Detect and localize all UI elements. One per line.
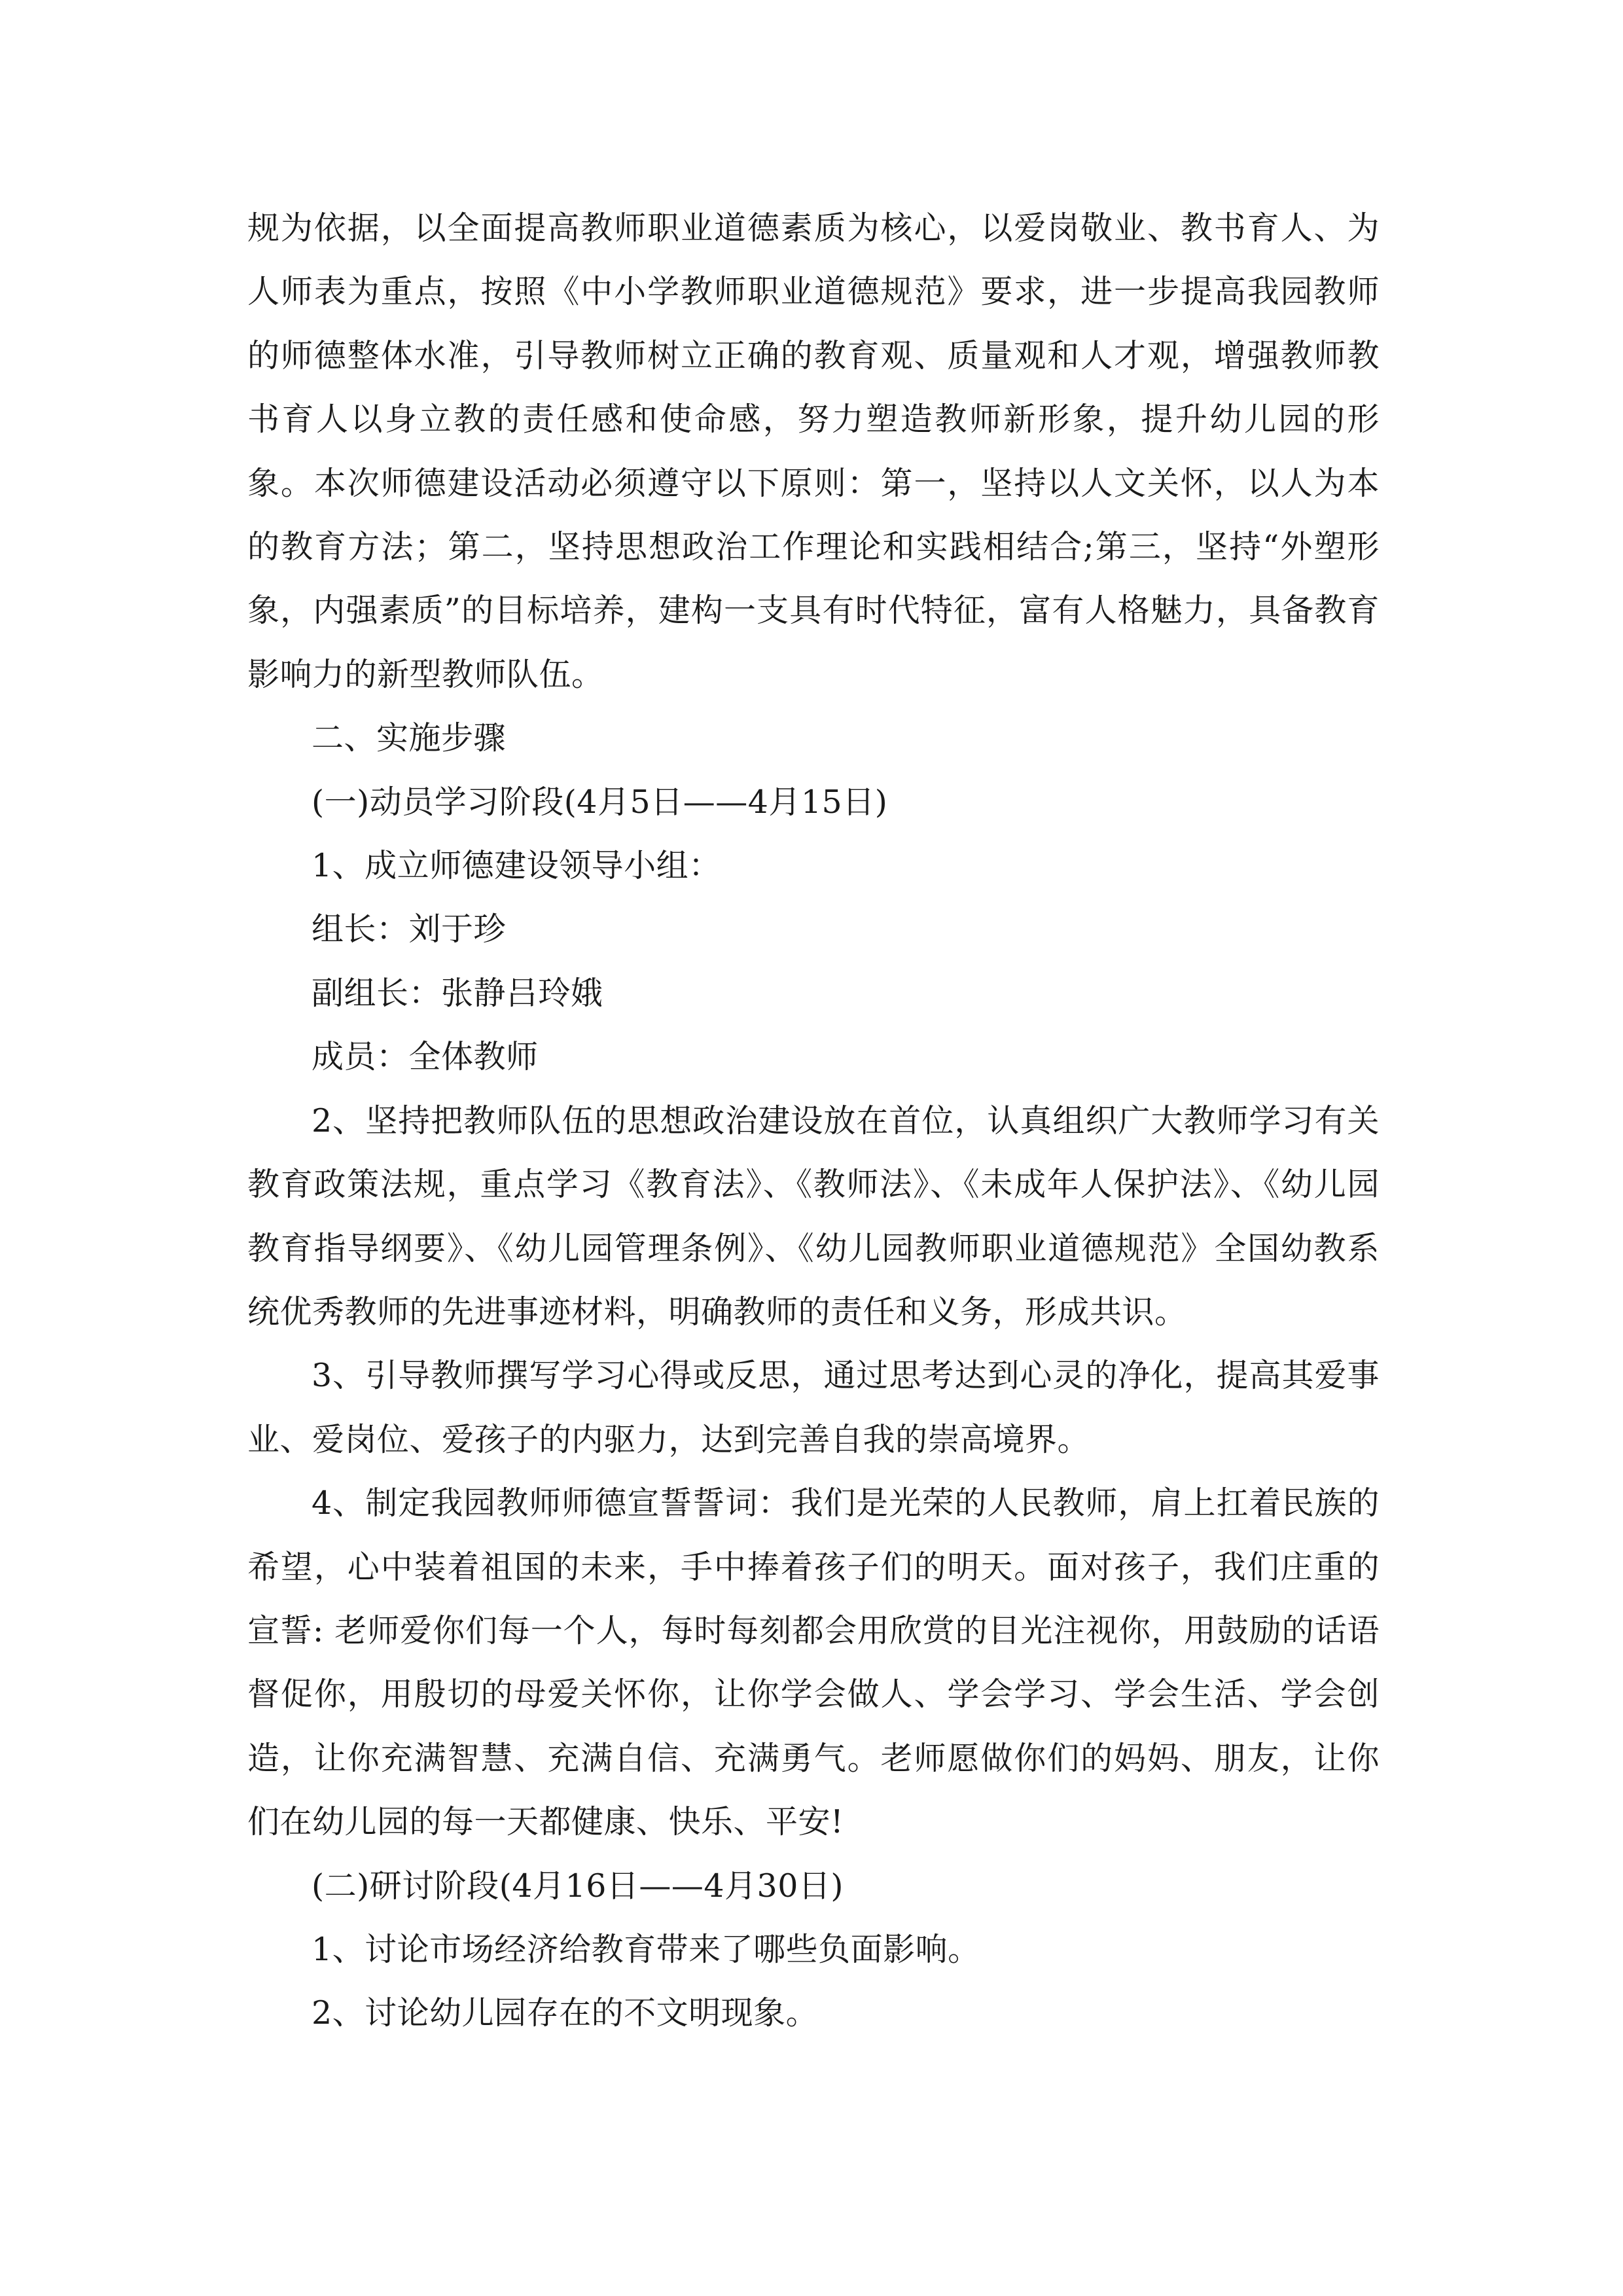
heading-phase-two: (二)研讨阶段(4月16日——4月30日) (312, 1867, 844, 1905)
list-item-discuss-uncivilized: 2、讨论幼儿园存在的不文明现象。 (312, 1994, 819, 2032)
list-item-oath: 4、制定我园教师师德宣誓誓词：我们是光荣的人民教师，肩上扛着民族的希望，心中装着祖国的未来，手中捧着孩子们的明天。面对孩子，我们庄重的宣誓: 老师爱你们每一个人，每时每刻都会用欣赏的目光注视你，用鼓励的话语督促你，用殷切的母爱关怀你，让你学会做人、学会学习、学会生活、学会创造，让你充满智慧、充满自信、充满勇气。老师愿做你们的妈妈、朋友，让你们在幼儿园的每一天都健康、快乐、平安! (247, 1484, 1380, 1841)
deputy-group-leader: 副组长：张静吕玲娥 (312, 974, 603, 1012)
list-item-discuss-market-economy: 1、讨论市场经济给教育带来了哪些负面影响。 (312, 1930, 980, 1968)
paragraph-principles: 规为依据，以全面提高教师职业道德素质为核心，以爱岗敬业、教书育人、为人师表为重点，按照《中小学教师职业道德规范》要求，进一步提高我园教师的师德整体水准，引导教师树立正确的教育观、质量观和人才观，增强教师教书育人以身立教的责任感和使命感，努力塑造教师新形象，提升幼儿园的形象。本次师德建设活动必须遵守以下原则：第一，坚持以人文关怀，以人为本的教育方法；第二，坚持思想政治工作理论和实践相结合;第三，坚持“外塑形象，内强素质”的目标培养，建构一支具有时代特征，富有人格魅力，具备教育影响力的新型教师队伍。 (247, 209, 1380, 693)
heading-implementation-steps: 二、实施步骤 (312, 719, 507, 757)
list-item-reflection: 3、引导教师撰写学习心得或反思，通过思考达到心灵的净化，提高其爱事业、爱岗位、爱孩子的内驱力，达到完善自我的崇高境界。 (247, 1357, 1380, 1458)
group-leader: 组长：刘于珍 (312, 910, 507, 948)
list-item-leadership-group: 1、成立师德建设领导小组： (312, 847, 721, 885)
document-body (247, 196, 1380, 2045)
group-members: 成员：全体教师 (312, 1038, 539, 1076)
heading-phase-one: (一)动员学习阶段(4月5日——4月15日) (312, 783, 888, 821)
list-item-political-study: 2、坚持把教师队伍的思想政治建设放在首位，认真组织广大教师学习有关教育政策法规，重点学习《教育法》、《教师法》、《未成年人保护法》、《幼儿园教育指导纲要》、《幼儿园管理条例》、《幼儿园教师职业道德规范》全国幼教系统优秀教师的先进事迹材料，明确教师的责任和义务，形成共识。 (247, 1102, 1380, 1331)
